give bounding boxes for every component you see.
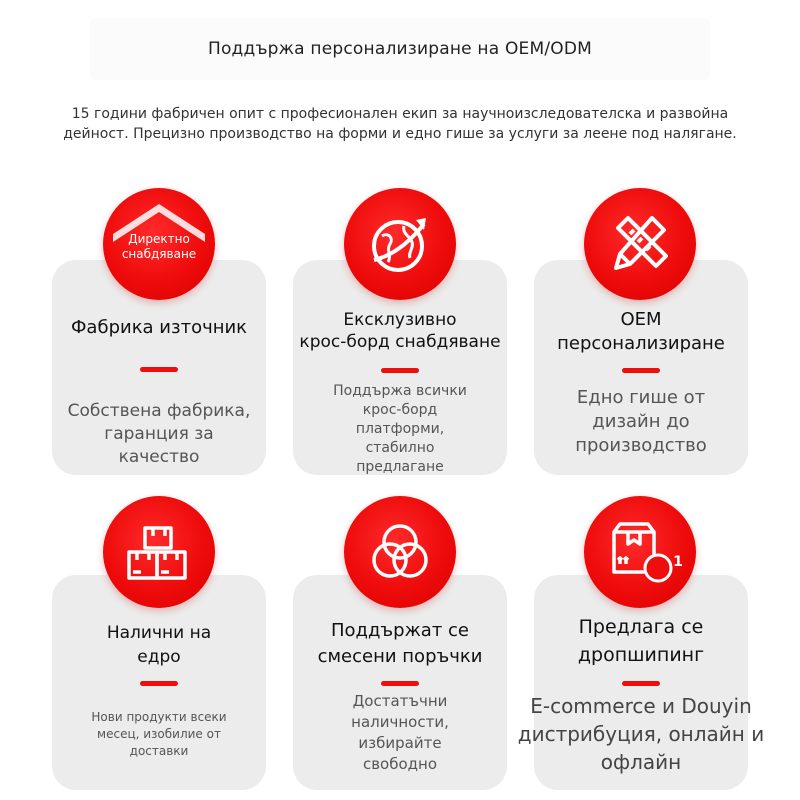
red-divider bbox=[381, 368, 419, 373]
package-icon bbox=[584, 496, 696, 608]
three-circles-icon bbox=[344, 496, 456, 608]
card-title: OEM bbox=[620, 309, 662, 330]
red-divider bbox=[140, 367, 178, 372]
card-title-line-2: персонализиране bbox=[557, 333, 725, 354]
card-title-line-2: едро bbox=[137, 647, 181, 667]
card-title-line-2: дропшипинг bbox=[577, 644, 705, 666]
card-title: Налични на bbox=[106, 623, 212, 643]
red-divider bbox=[622, 681, 660, 686]
card-description: Поддържа всички крос-борд платформи, стабилно предлагане bbox=[333, 383, 467, 475]
badge-line-1: Директно bbox=[128, 232, 190, 246]
red-divider bbox=[381, 681, 419, 686]
card-title: Поддържат се bbox=[330, 620, 469, 641]
card-title: Ексклузивно bbox=[343, 310, 457, 330]
page-title: Поддържа персонализиране на OEM/ODM bbox=[207, 39, 593, 59]
red-divider bbox=[622, 368, 660, 373]
pencil-ruler-icon bbox=[584, 188, 696, 300]
badge-text bbox=[103, 232, 215, 262]
card-description: Едно гише от дизайн до производство bbox=[575, 387, 707, 456]
factory-roof-icon bbox=[103, 188, 215, 300]
card-title: Фабрика източник bbox=[70, 317, 248, 338]
header-banner bbox=[90, 18, 710, 80]
badge-line-2: снабдяване bbox=[121, 247, 197, 261]
card-title: Предлага се bbox=[578, 616, 704, 638]
globe-arrow-icon bbox=[344, 188, 456, 300]
red-divider bbox=[140, 681, 178, 686]
package-count-badge: 1 bbox=[673, 554, 683, 570]
card-title-line-2: крос-борд снабдяване bbox=[299, 332, 501, 352]
card-description: Нови продукти всеки месец, изобилие от доставки bbox=[91, 710, 227, 758]
card-description: E-commerce и Douyin дистрибуция, онлайн и офлайн bbox=[517, 694, 765, 774]
card-title-line-2: смесени поръчки bbox=[317, 646, 483, 667]
intro-text: 15 години фабричен опит с професионален екип за научноизследователска и развойна дейност. Прецизно производство на форми и едно гише за услуги за леене под налягане. bbox=[63, 106, 737, 142]
card-description: Собствена фабрика, гаранция за качество bbox=[67, 401, 251, 467]
card-description: Достатъчни наличности, избирайте свободно bbox=[351, 692, 449, 773]
boxes-icon bbox=[103, 496, 215, 608]
